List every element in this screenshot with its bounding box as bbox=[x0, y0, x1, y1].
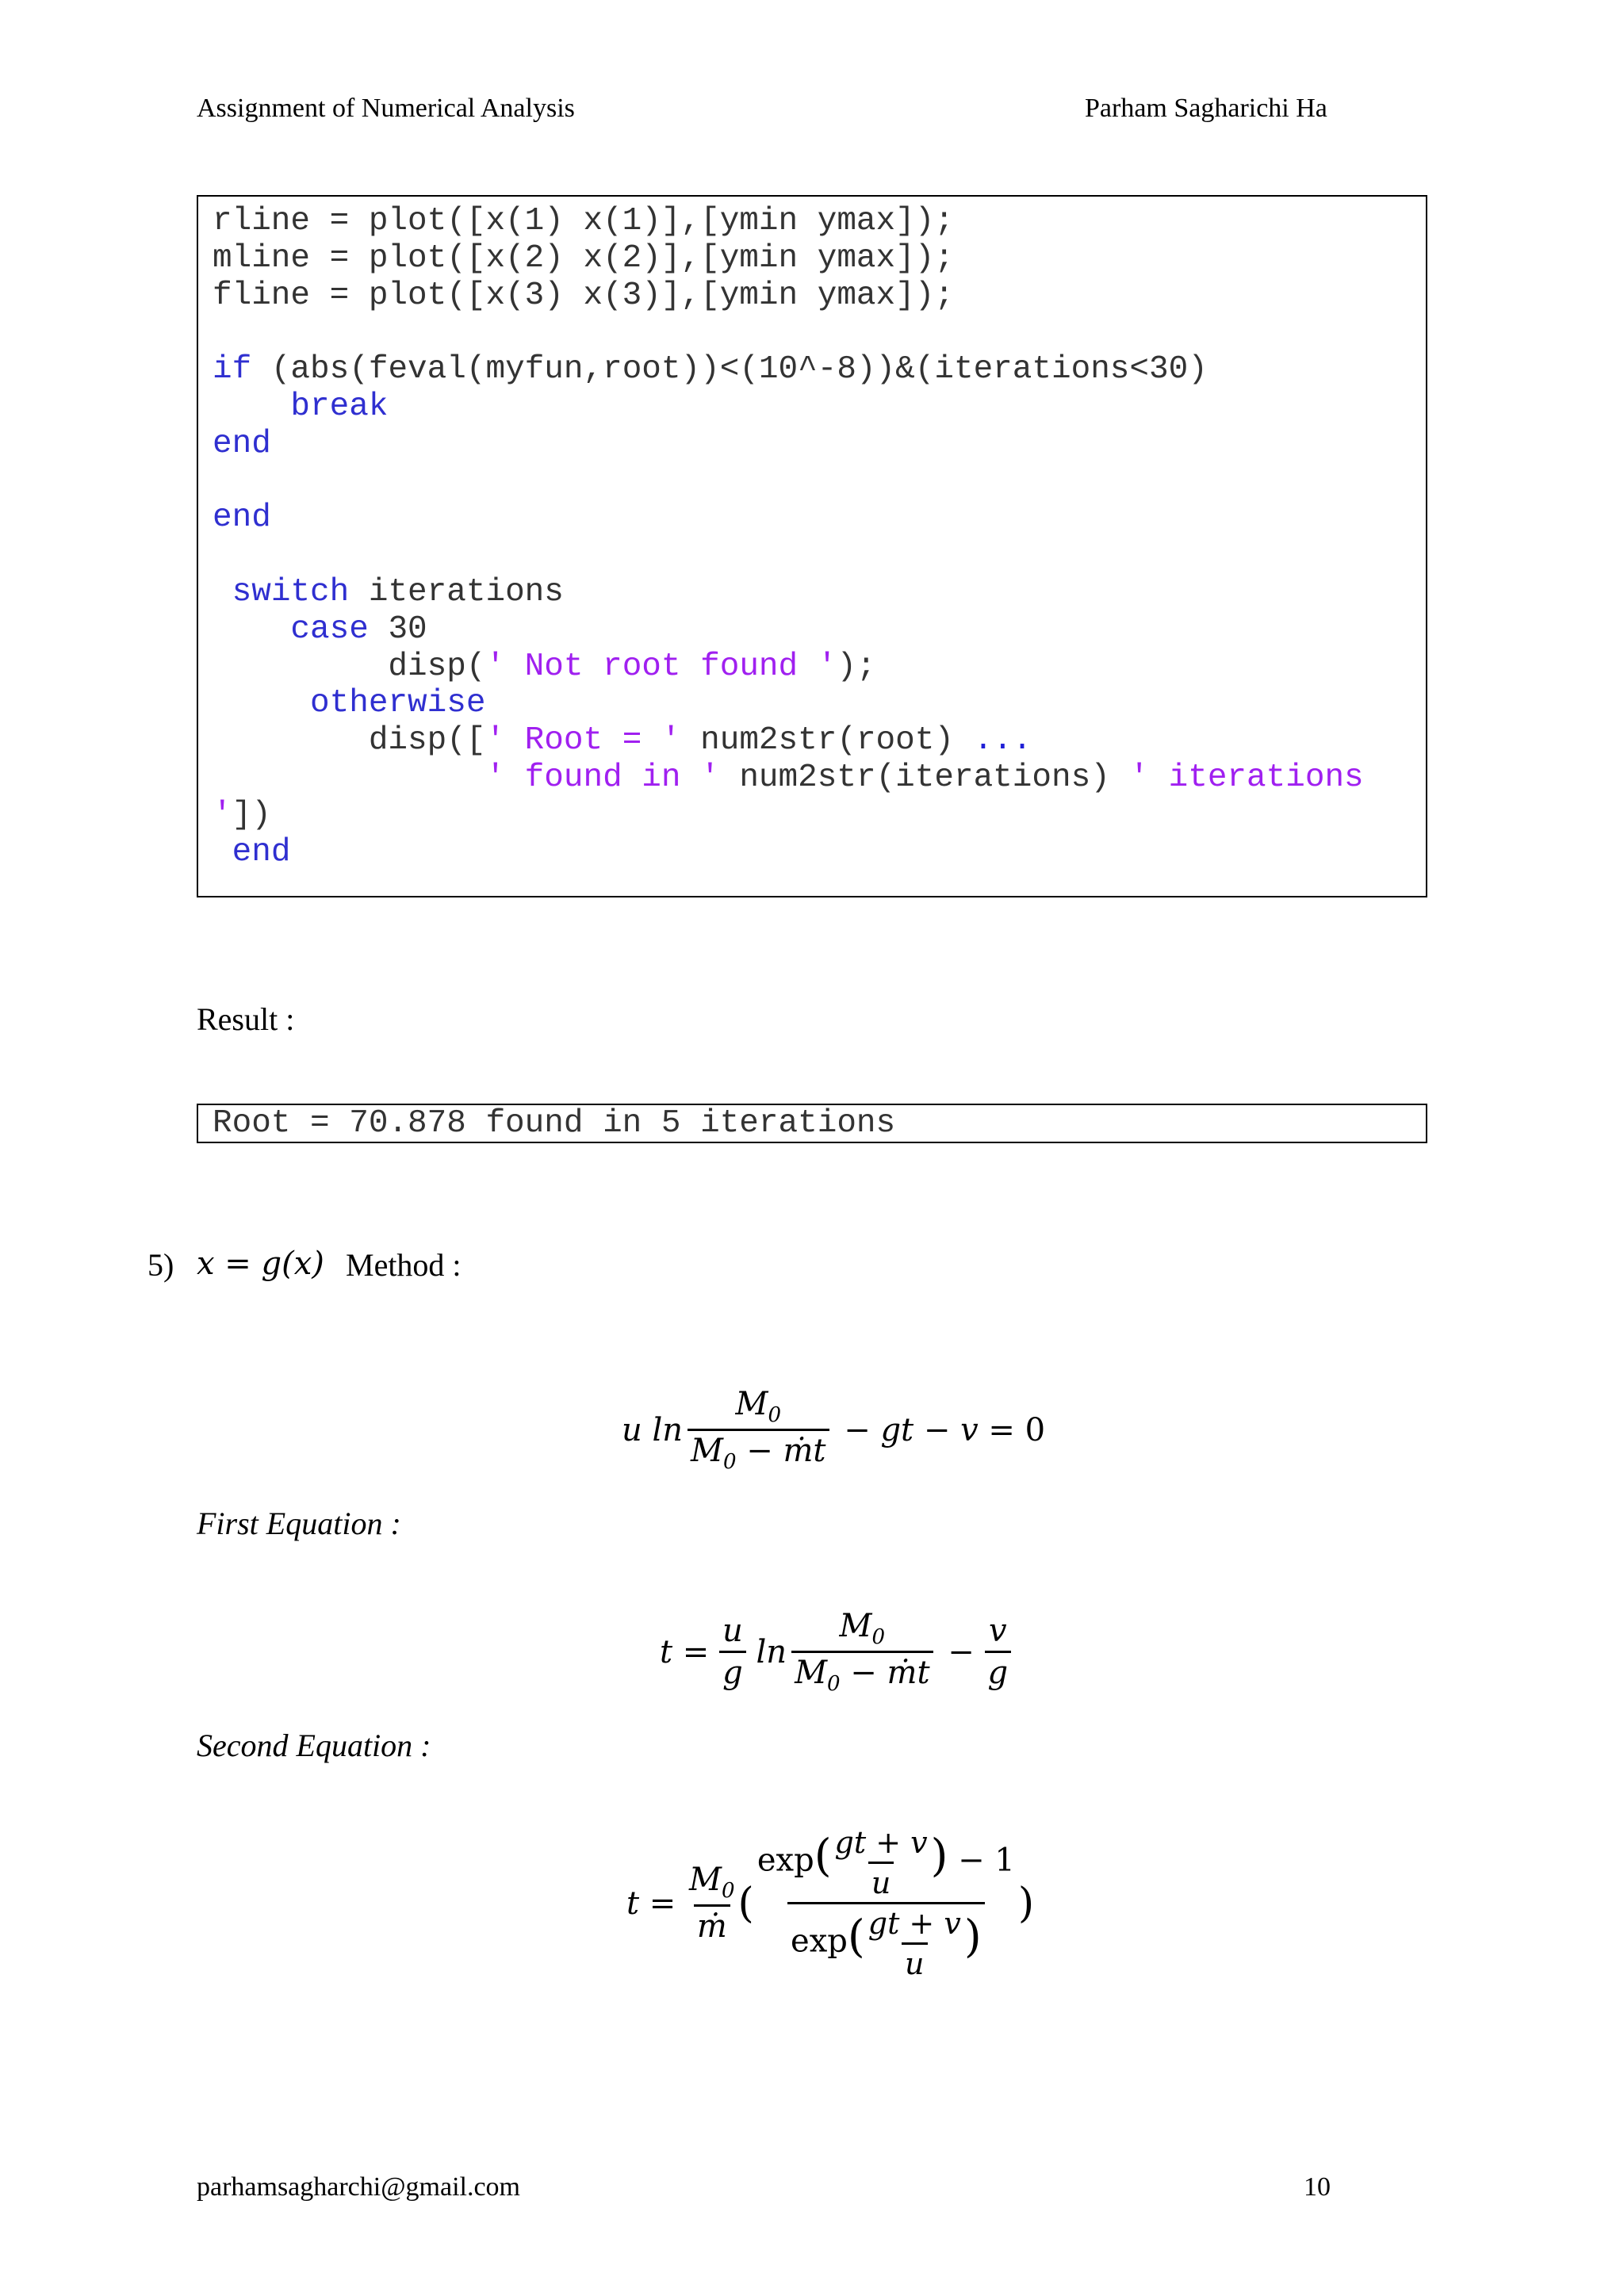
code-keyword: case bbox=[290, 610, 369, 648]
code-line bbox=[213, 685, 1364, 722]
code-line bbox=[213, 277, 1364, 315]
code-text: fline = plot([x(3) x(3)],[ymin ymax]); bbox=[213, 277, 954, 314]
header-title: Assignment of Numerical Analysis bbox=[197, 94, 575, 123]
code-text: mline = plot([x(2) x(2)],[ymin ymax]); bbox=[213, 239, 954, 277]
second-equation-label: Second Equation : bbox=[197, 1728, 431, 1763]
section-method-math bbox=[197, 1245, 324, 1282]
equation-second: t = $M_0$ ṁ ( exp( $\frac{gt + v}{u}$ ) − 1 exp( $\frac{gt + v}{u}$ ) ) bbox=[626, 1825, 1035, 1981]
code-line bbox=[213, 314, 1364, 351]
code-line bbox=[213, 574, 1364, 611]
result-output: Root = 70.878 found in 5 iterations bbox=[213, 1105, 896, 1142]
page-number: 10 bbox=[1304, 2172, 1331, 2202]
code-line bbox=[213, 797, 1364, 834]
code-line bbox=[213, 388, 1364, 426]
code-line bbox=[213, 463, 1364, 500]
code-text: 30 bbox=[368, 610, 427, 648]
code-line bbox=[213, 351, 1364, 388]
code-listing bbox=[213, 203, 1364, 871]
code-keyword: otherwise bbox=[310, 685, 486, 722]
code-string: ' iterations bbox=[1129, 759, 1364, 796]
code-keyword: if bbox=[213, 351, 252, 388]
section-method-label: Method : bbox=[346, 1247, 462, 1283]
code-block bbox=[197, 195, 1427, 897]
method-math: x = g(x) bbox=[197, 1246, 324, 1282]
code-text bbox=[213, 388, 290, 425]
code-text: rline = plot([x(1) x(1)],[ymin ymax]); bbox=[213, 203, 954, 239]
code-string: ' bbox=[213, 796, 232, 833]
code-line bbox=[213, 722, 1364, 760]
equation-main: u ln $M_0$ $M_0$ − ṁt − gt − v = 0 bbox=[622, 1386, 1046, 1474]
code-ellipsis: ... bbox=[973, 722, 1032, 760]
code-line bbox=[213, 426, 1364, 463]
code-text bbox=[213, 611, 290, 648]
code-text bbox=[213, 574, 232, 610]
header-author: Parham Sagharichi Ha bbox=[1085, 94, 1327, 123]
code-text: num2str(iterations) bbox=[719, 759, 1130, 796]
code-text bbox=[213, 834, 232, 871]
section-number: 5) bbox=[147, 1247, 174, 1283]
code-line bbox=[213, 760, 1364, 797]
code-text bbox=[213, 685, 310, 721]
result-label: Result : bbox=[197, 1001, 295, 1037]
code-text: ); bbox=[837, 648, 876, 685]
code-text: (abs(feval(myfun,root))<(10^-8))&(iterations<30) bbox=[251, 351, 1208, 388]
code-keyword: end bbox=[213, 499, 271, 537]
code-string: ' Not root found ' bbox=[485, 648, 837, 685]
code-line bbox=[213, 240, 1364, 277]
first-equation-label: First Equation : bbox=[197, 1506, 401, 1541]
code-string: ' found in ' bbox=[485, 759, 720, 796]
code-line bbox=[213, 649, 1364, 686]
code-line bbox=[213, 611, 1364, 649]
code-keyword: break bbox=[290, 388, 389, 425]
code-text bbox=[213, 760, 485, 796]
code-text: iterations bbox=[349, 573, 564, 610]
code-line bbox=[213, 834, 1364, 871]
code-line bbox=[213, 203, 1364, 240]
footer-email: parhamsagharchi@gmail.com bbox=[197, 2172, 520, 2202]
code-line bbox=[213, 499, 1364, 537]
equation-first: t = u g ln $M_0$ $M_0$ − ṁt − $\frac{v}{g}$ bbox=[660, 1608, 1011, 1696]
code-keyword: end bbox=[232, 833, 291, 871]
code-text: num2str(root) bbox=[680, 722, 974, 760]
code-keyword: end bbox=[213, 425, 271, 462]
code-text: disp([ bbox=[213, 722, 486, 760]
code-line bbox=[213, 537, 1364, 574]
code-text: disp( bbox=[213, 648, 486, 685]
code-string: ' Root = ' bbox=[485, 722, 681, 760]
code-text: ]) bbox=[232, 796, 271, 833]
code-keyword: switch bbox=[232, 573, 350, 610]
result-output-box bbox=[197, 1104, 1427, 1143]
